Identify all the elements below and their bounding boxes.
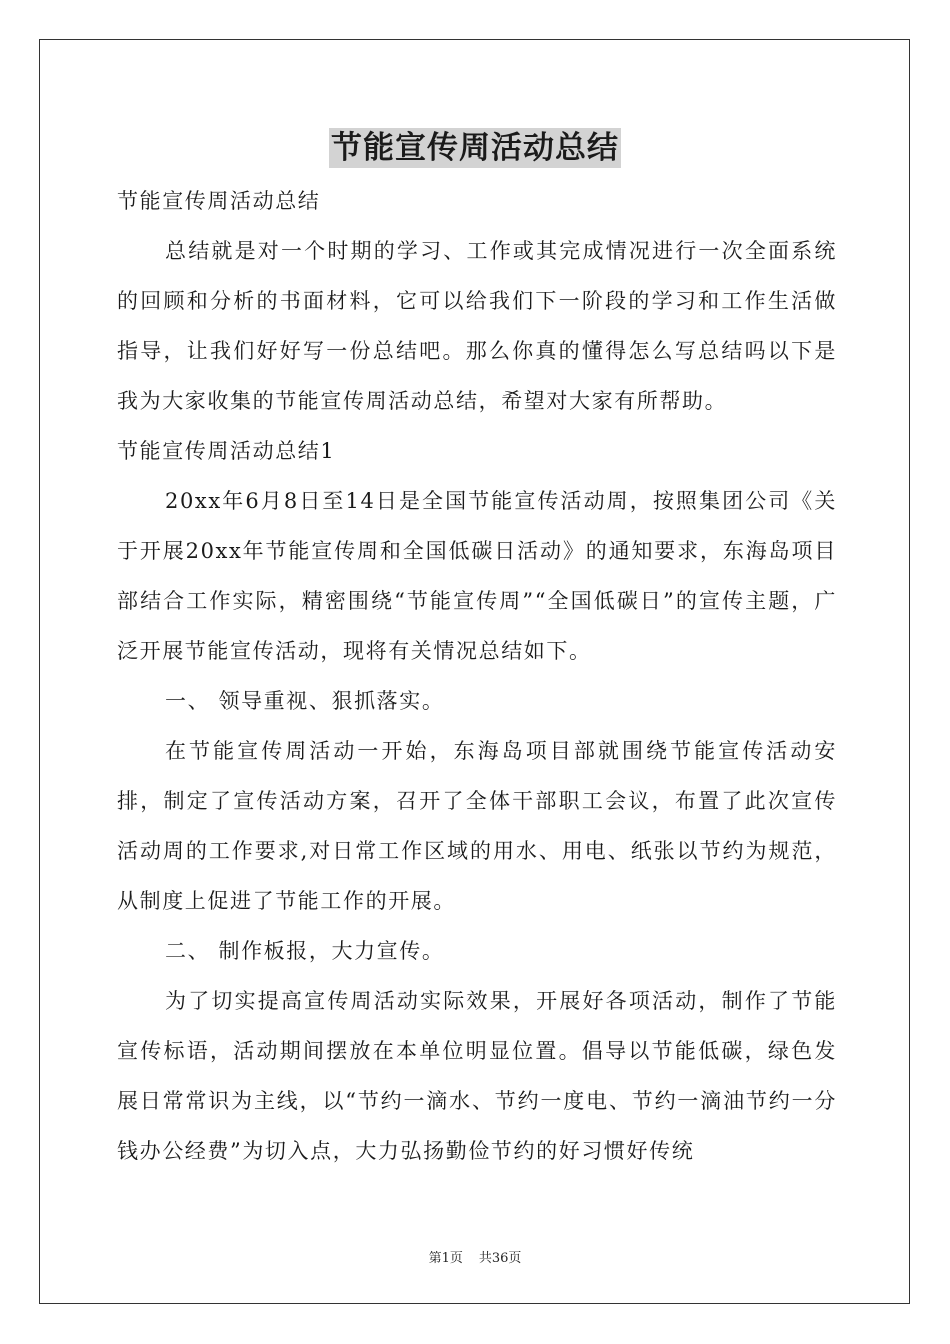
- page-footer: [0, 1247, 950, 1266]
- document-title: 节能宣传周活动总结: [331, 130, 619, 166]
- section-heading: 节能宣传周活动总结1: [117, 439, 336, 463]
- intro-paragraph: 总结就是对一个时期的学习、工作或其完成情况进行一次全面系统的回顾和分析的书面材料，它可以给我们下一阶段的学习和工作生活做指导，让我们好好写一份总结吧。那么你真的懂得怎么写总结吗以下是我为大家收集的节能宣传周活动总结，希望对大家有所帮助。: [117, 239, 837, 413]
- title-container: [0, 128, 950, 168]
- page-number: 第1页: [428, 1251, 463, 1266]
- body-paragraph: 20xx年6月8日至14日是全国节能宣传活动周，按照集团公司《关于开展20xx年节能宣传周和全国低碳日活动》的通知要求，东海岛项目部结合工作实际，精密围绕“节能宣传周”“全国低碳日”的宣传主题，广泛开展节能宣传活动，现将有关情况总结如下。: [117, 489, 837, 663]
- subtitle-paragraph: 节能宣传周活动总结: [117, 189, 321, 213]
- body-paragraph: 在节能宣传周活动一开始，东海岛项目部就围绕节能宣传活动安排，制定了宣传活动方案，召开了全体干部职工会议，布置了此次宣传活动周的工作要求,对日常工作区域的用水、用电、纸张以节约为规范，从制度上促进了节能工作的开展。: [117, 739, 837, 913]
- document-body: [117, 176, 837, 1176]
- body-paragraph: 为了切实提高宣传周活动实际效果，开展好各项活动，制作了节能宣传标语，活动期间摆放在本单位明显位置。倡导以节能低碳，绿色发展日常常识为主线，以“节约一滴水、节约一度电、节约一滴油节约一分钱办公经费”为切入点，大力弘扬勤俭节约的好习惯好传统: [117, 989, 837, 1163]
- page-total: 共36页: [478, 1251, 522, 1266]
- point-heading-2: 二、 制作板报，大力宣传。: [165, 939, 445, 963]
- point-heading-1: 一、 领导重视、狠抓落实。: [165, 689, 445, 713]
